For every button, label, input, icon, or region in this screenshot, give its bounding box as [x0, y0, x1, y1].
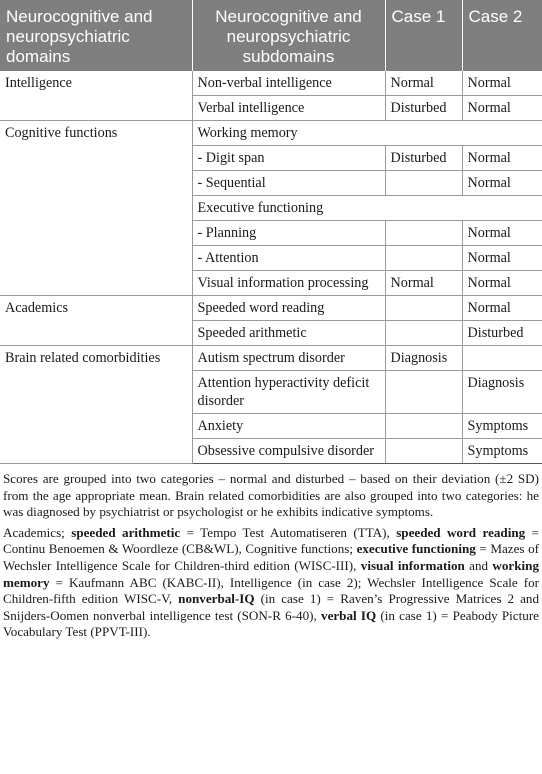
- table-row: [0, 296, 542, 321]
- table-row: [0, 121, 542, 146]
- case2-cell: Normal: [462, 171, 542, 196]
- domain-cell: Intelligence: [0, 71, 192, 121]
- case1-cell: Normal: [385, 71, 462, 96]
- case2-cell: Normal: [462, 271, 542, 296]
- case1-cell: Normal: [385, 271, 462, 296]
- subdomain-cell: - Attention: [192, 246, 385, 271]
- subdomain-cell: Executive functioning: [192, 196, 542, 221]
- domain-cell: Cognitive functions: [0, 121, 192, 296]
- footnote-text: = Mazes of Wechsler Intelligence Scale for Children-third edition (WISC-III),: [3, 541, 539, 573]
- case2-cell: Normal: [462, 221, 542, 246]
- subdomain-cell: Speeded word reading: [192, 296, 385, 321]
- table-row: [0, 71, 542, 96]
- domain-cell: Brain related comorbidities: [0, 346, 192, 464]
- footnote-term: verbal IQ: [321, 607, 377, 623]
- subdomain-cell: Speeded arithmetic: [192, 321, 385, 346]
- case2-cell: Normal: [462, 96, 542, 121]
- footnote-abbreviations: [3, 525, 539, 641]
- footnote-text: and: [464, 557, 493, 573]
- subdomain-cell: Working memory: [192, 121, 542, 146]
- case2-cell: Symptoms: [462, 414, 542, 439]
- subdomain-cell: Autism spectrum disorder: [192, 346, 385, 371]
- footnote-text: = Continu Benoemen & Woordleze (CB&WL), Cognitive functions;: [3, 524, 539, 557]
- table-footnotes: [0, 464, 542, 641]
- case1-cell: [385, 439, 462, 464]
- case2-cell: Disturbed: [462, 321, 542, 346]
- subdomain-cell: - Planning: [192, 221, 385, 246]
- case2-cell: Normal: [462, 246, 542, 271]
- case1-cell: [385, 246, 462, 271]
- footnote-term: visual information: [360, 557, 465, 573]
- table-row: [0, 346, 542, 371]
- case2-cell: Symptoms: [462, 439, 542, 464]
- footnote-text: Academics;: [3, 524, 72, 540]
- case1-cell: [385, 221, 462, 246]
- footnote-text: (in case 1) = Raven’s Progressive Matrices 2 and Snijders-Oomen nonverbal intelligence test (SON-R 6-40),: [3, 591, 539, 623]
- subdomain-cell: Obsessive compulsive disorder: [192, 439, 385, 464]
- footnote-term: executive functioning: [356, 541, 476, 557]
- case1-cell: Disturbed: [385, 146, 462, 171]
- subdomain-cell: Anxiety: [192, 414, 385, 439]
- header-subdomains: Neurocognitive and neuropsychiatric subdomains: [192, 0, 385, 71]
- footnote-text: = Kaufmann ABC (KABC-II), Intelligence (in case 2); Wechsler Intelligence Scale for Children-fifth edition WISC-V,: [3, 574, 539, 607]
- footnote-text: (in case 1) = Peabody Picture Vocabulary Test (PPVT-III).: [3, 607, 539, 640]
- subdomain-cell: - Sequential: [192, 171, 385, 196]
- subdomain-cell: - Digit span: [192, 146, 385, 171]
- case2-cell: Normal: [462, 71, 542, 96]
- footnote-term: working memory: [3, 557, 539, 590]
- footnote-term: speeded word reading: [396, 524, 526, 540]
- case2-cell: Normal: [462, 296, 542, 321]
- case2-cell: [462, 346, 542, 371]
- footnote-scoring: Scores are grouped into two categories – normal and disturbed – based on their deviation (±2 SD) from the age appropriate mean. Brain related comorbidities are also grouped into two categories: he was diagnosed by psychiatrist or psychologist or he exhibits indicative symptoms.: [3, 471, 539, 520]
- case1-cell: [385, 171, 462, 196]
- subdomain-cell: Attention hyperactivity deficit disorder: [192, 371, 385, 414]
- case2-cell: Normal: [462, 146, 542, 171]
- case1-cell: Diagnosis: [385, 346, 462, 371]
- case1-cell: [385, 321, 462, 346]
- table-body: [0, 71, 542, 464]
- case2-cell: Diagnosis: [462, 371, 542, 414]
- header-domains: Neurocognitive and neuropsychiatric domains: [0, 0, 192, 71]
- footnote-text: = Tempo Test Automatiseren (TTA),: [180, 524, 397, 540]
- footnote-term: speeded arithmetic: [71, 524, 181, 540]
- subdomain-cell: Verbal intelligence: [192, 96, 385, 121]
- subdomain-cell: Non-verbal intelligence: [192, 71, 385, 96]
- domain-cell: Academics: [0, 296, 192, 346]
- header-case2: Case 2: [462, 0, 542, 71]
- header-case1: Case 1: [385, 0, 462, 71]
- case1-cell: Disturbed: [385, 96, 462, 121]
- subdomain-cell: Visual information processing: [192, 271, 385, 296]
- footnote-term: nonverbal-IQ: [178, 591, 255, 607]
- table-header-row: [0, 0, 542, 71]
- case1-cell: [385, 414, 462, 439]
- case1-cell: [385, 296, 462, 321]
- case1-cell: [385, 371, 462, 414]
